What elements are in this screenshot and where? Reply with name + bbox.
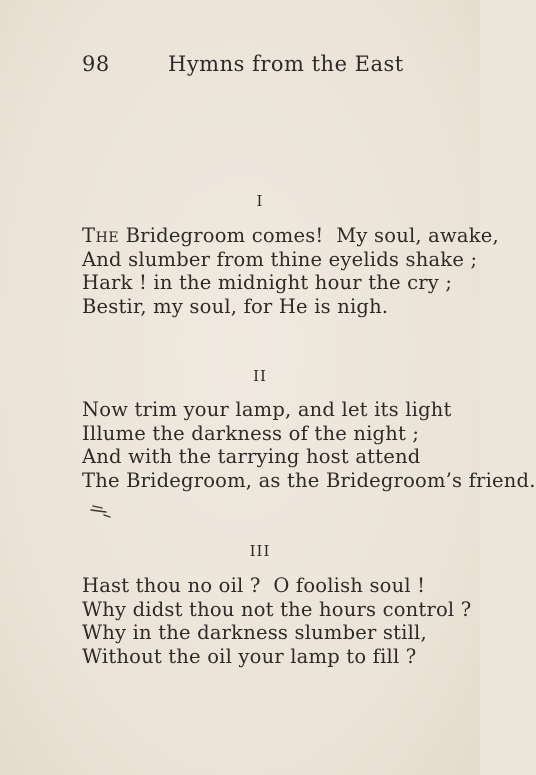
stanza-line	[82, 224, 499, 248]
ornament-mark	[88, 500, 116, 520]
stanza-1	[82, 224, 499, 318]
stanza-line: And with the tarrying host attend	[82, 445, 421, 468]
stanza-2	[82, 398, 536, 492]
stanza-numeral-1: I	[256, 192, 264, 210]
stanza-line: Illume the darkness of the night ;	[82, 421, 420, 445]
stanza-line: Why in the darkness slumber still,	[82, 621, 427, 644]
stanza-line: The Bridegroom, as the Bridegroom’s friend.	[82, 468, 536, 492]
stanza-3	[82, 574, 472, 668]
stanza-numeral-3: III	[249, 542, 271, 560]
stanza-line: Bestir, my soul, for He is nigh.	[82, 294, 389, 318]
stanza-first-word: The	[82, 224, 120, 247]
stanza-numeral-2: II	[253, 367, 267, 385]
stanza-first-line-rest: Bridegroom comes! My soul, awake,	[119, 224, 499, 247]
stanza-line: Hark ! in the midnight hour the cry ;	[82, 271, 453, 294]
stanza-line: Hast thou no oil ? O foolish soul !	[82, 574, 426, 597]
running-title: Hymns from the East	[168, 52, 404, 76]
stanza-line: Why didst thou not the hours control ?	[82, 597, 472, 621]
stanza-line: Now trim your lamp, and let its light	[82, 398, 452, 421]
stanza-line: Without the oil your lamp to fill ?	[82, 644, 417, 668]
page-number: 98	[82, 52, 110, 76]
stanza-line: And slumber from thine eyelids shake ;	[82, 247, 478, 271]
